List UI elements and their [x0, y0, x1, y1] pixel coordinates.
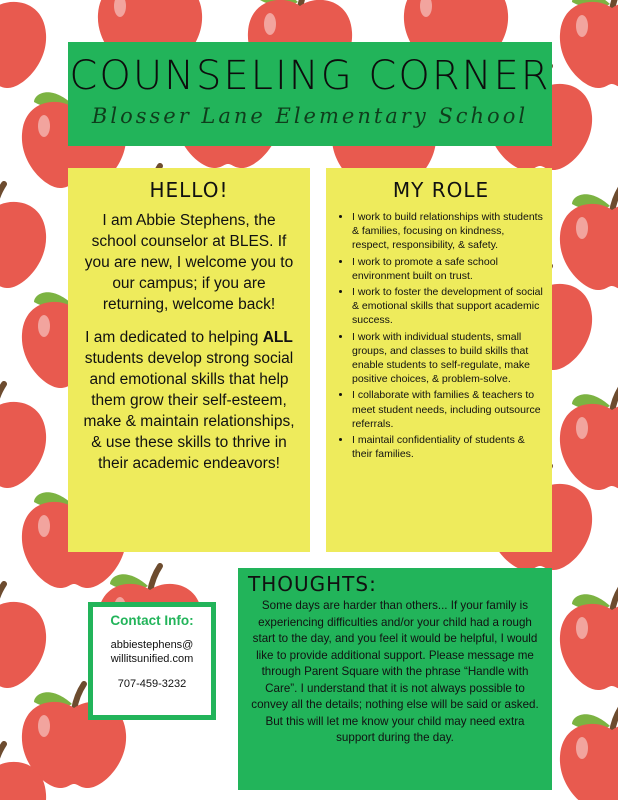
- hello-intro-text: I am Abbie Stephens, the school counselor at BLES. If you are new, I welcome you to our campus; if you are returning, welcome back!: [84, 212, 294, 313]
- apple-icon: [560, 386, 618, 490]
- role-item: • I work to promote a safe school environment built on trust.: [352, 255, 544, 283]
- contact-phone[interactable]: 707-459-3232: [117, 678, 187, 690]
- contact-card: [88, 602, 216, 720]
- my-role-heading: MY ROLE: [392, 178, 490, 202]
- contact-card-inner: [93, 607, 211, 715]
- hello-panel: [68, 168, 310, 552]
- dedication-text-end: students develop strong social and emotional skills that help them grow their self-esteem, make & maintain relationships, & use these skills to thrive in their academic endeavors!: [83, 350, 295, 472]
- dedication-text-start: I am dedicated to helping: [85, 329, 263, 346]
- apple-icon: [560, 186, 618, 290]
- apple-icon: [0, 184, 46, 288]
- my-role-panel: [326, 168, 552, 552]
- contact-email-line2[interactable]: willitsunified.com: [110, 653, 194, 665]
- apple-icon: [560, 586, 618, 690]
- hello-heading: HELLO!: [149, 178, 229, 202]
- contact-email-line1[interactable]: abbiestephens@: [110, 639, 194, 651]
- role-item: • I work to foster the development of social & emotional skills that support academic success.: [352, 285, 544, 328]
- page-title: COUNSELING CORNER: [69, 53, 551, 99]
- apple-icon: [0, 384, 46, 488]
- role-item: • I maintail confidentiality of students & their families.: [352, 433, 544, 461]
- apple-icon: [560, 0, 618, 88]
- hello-dedication-text: [80, 327, 298, 474]
- school-name: Blosser Lane Elementary School: [91, 104, 529, 128]
- contact-heading: Contact Info:: [110, 613, 194, 628]
- role-list: [338, 210, 544, 461]
- apple-icon: [0, 0, 46, 88]
- dedication-emphasis: ALL: [262, 329, 293, 346]
- role-item: • I work with individual students, small groups, and classes to build skills that enable students to self-regulate, make positive choices, & problem-solve.: [352, 330, 544, 387]
- thoughts-body: Some days are harder than others... If your family is experiencing difficulties and/or your child had a rough start to the day, and you feel it would be helpful, I would like to provide additional support. Please message me through Parent Square with the phrase “Handle with Care”. I understand that it is not always possible to convey all the details; nothing else will be said or asked. But this will let me know your child may need extra support during the day.: [251, 599, 539, 744]
- title-banner: [68, 42, 552, 146]
- role-item: • I collaborate with families & teachers to meet student needs, including outsource referrals.: [352, 388, 544, 431]
- role-item: • I work to build relationships with students & families, focusing on kindness, respect, responsibility, & safety.: [352, 210, 544, 253]
- apple-icon: [0, 584, 46, 688]
- apple-icon: [560, 706, 618, 800]
- thoughts-panel: [238, 568, 552, 790]
- thoughts-heading: THOUGHTS:: [248, 572, 377, 596]
